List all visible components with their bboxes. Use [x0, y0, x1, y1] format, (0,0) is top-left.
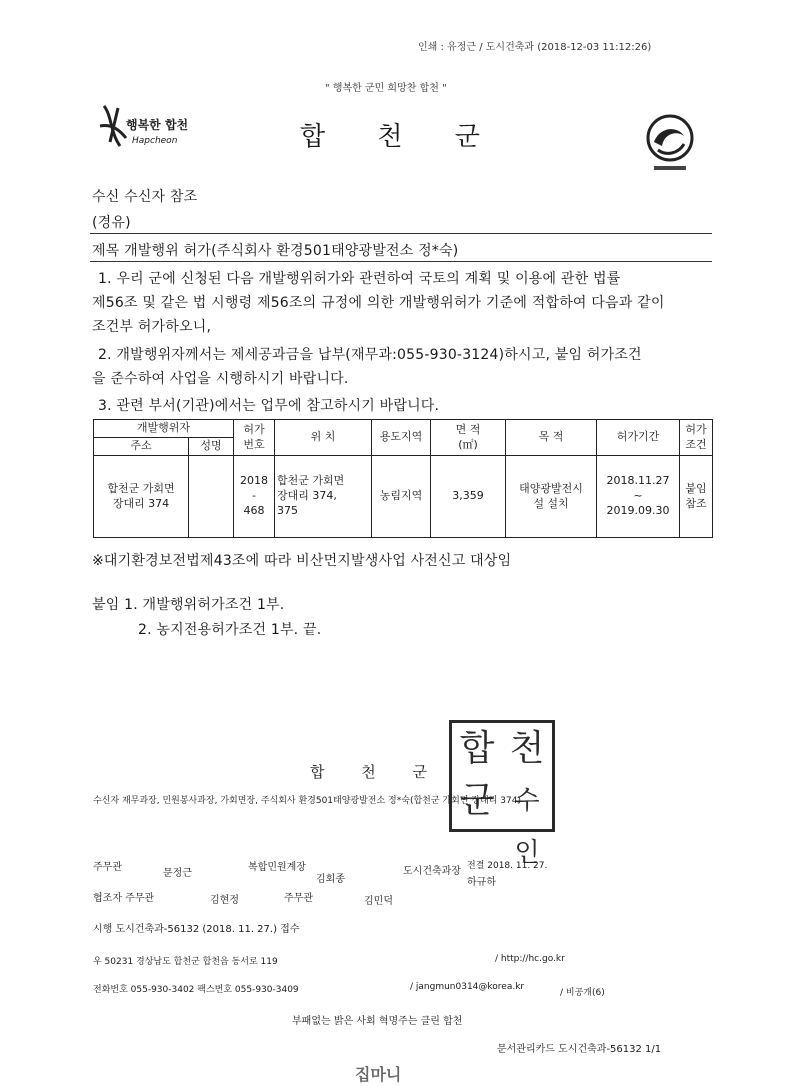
slogan: " 행복한 군민 희망찬 합천 " [325, 83, 447, 94]
print-header: 인쇄 : 유정근 / 도시건축과 (2018-12-03 11:12:26) [418, 42, 652, 53]
sign-person: 문정근 [163, 868, 192, 879]
seal-char: 군 [459, 780, 495, 821]
bottom-motto: 부패없는 밝은 사회 혁명주는 클린 합천 [292, 1016, 463, 1027]
cell-period: 2018.11.27 ~ 2019.09.30 [597, 456, 680, 538]
recipient-line: 수신 수신자 참조 [92, 189, 198, 205]
table-header-name: 성명 [189, 438, 234, 456]
cell-zone: 농림지역 [372, 456, 431, 538]
table-header-address: 주소 [94, 438, 189, 456]
cell-location: 합천군 가회면 장대리 374, 375 [275, 456, 372, 538]
enforcement-line: 시행 도시건축과-56132 (2018. 11. 27.) 접수 [93, 924, 300, 935]
cell-condition: 붙임 참조 [680, 456, 713, 538]
attachment-1: 붙임 1. 개발행위허가조건 1부. [92, 597, 285, 613]
sign-person: 하규하 [467, 877, 496, 888]
seal-char: 천 [509, 728, 545, 769]
sign-approval-date: 전결 2018. 11. 27. [467, 861, 548, 871]
sign-role: 주무관 [93, 862, 122, 873]
table-header-permit-no: 허가 번호 [234, 420, 275, 456]
sign-role: 협조자 주무관 [93, 893, 155, 904]
sign-person: 김민덕 [364, 896, 393, 907]
table-row [94, 456, 713, 538]
table-header-location: 위 치 [275, 420, 372, 456]
paragraph-1-line: 1. 우리 군에 신청된 다음 개발행위허가와 관련하여 국토의 계획 및 이용에 관한 법률 [98, 271, 621, 287]
table-header-area: 면 적 (㎡) [431, 420, 506, 456]
hapcheon-logo [98, 102, 190, 154]
postal-address: 우 50231 경상남도 합천군 합천읍 동서로 119 [93, 957, 278, 967]
paragraph-2-line: 을 준수하여 사업을 시행하시기 바랍니다. [92, 371, 349, 387]
phone-fax-line: 전화번호 055-930-3402 팩스번호 055-930-3409 [93, 985, 299, 995]
sign-role: 주무관 [284, 893, 313, 904]
sign-person: 김현정 [210, 895, 239, 906]
cell-name [189, 456, 234, 538]
cell-area: 3,359 [431, 456, 506, 538]
homepage-link: / http://hc.go.kr [495, 954, 565, 964]
disclosure-status: / 비공개(6) [560, 988, 605, 998]
sign-role: 복합민원계장 [248, 862, 306, 873]
table-header-period: 허가기간 [597, 420, 680, 456]
email-link: / jangmun0314@korea.kr [410, 982, 525, 992]
table-header-zone: 용도지역 [372, 420, 431, 456]
cell-purpose: 태양광발전시 설 설치 [506, 456, 597, 538]
paragraph-3: 3. 관련 부서(기관)에서는 업무에 참고하시기 바랍니다. [98, 398, 440, 414]
sign-role: 도시건축과장 [403, 866, 461, 877]
table-header-actor: 개발행위자 [94, 420, 234, 438]
subject-line: 제목 개발행위 허가(주식회사 환경501태양광발전소 정*숙) [92, 243, 459, 259]
attachment-2: 2. 농지전용허가조건 1부. 끝. [138, 622, 322, 638]
table-header-condition: 허가 조건 [680, 420, 713, 456]
divider [90, 233, 712, 234]
seal-char: 합 [459, 728, 495, 769]
permit-table [93, 419, 713, 538]
via-line: (경유) [92, 215, 131, 231]
paragraph-1-line: 제56조 및 같은 법 시행령 제56조의 규정에 의한 개발행위허가 기준에 적합하여 다음과 같이 [92, 295, 665, 311]
logo-text: 행복한 합천 [126, 118, 189, 132]
site-watermark: 집마니 [355, 1065, 402, 1084]
seal-char: 수인 [514, 786, 540, 868]
divider [90, 261, 712, 262]
table-header-purpose: 목 적 [506, 420, 597, 456]
logo-subtext: Hapcheon [132, 136, 178, 146]
sign-person: 김회종 [316, 874, 345, 885]
document-footer: 문서관리카드 도시건축과-56132 1/1 [497, 1044, 662, 1055]
note-line: ※대기환경보전법제43조에 따라 비산먼지발생사업 사전신고 대상임 [92, 553, 512, 569]
paragraph-1-line: 조건부 허가하오니, [92, 319, 212, 335]
cell-address: 합천군 가회면 장대리 374 [94, 456, 189, 538]
issuer-name: 합 천 군 [310, 763, 444, 781]
paragraph-2-line: 2. 개발행위자께서는 제세공과금을 납부(재무과:055-930-3124)하시고, 붙임 허가조건 [98, 347, 642, 363]
org-title: 합 천 군 [300, 122, 502, 152]
recipients-line: 수신자 재무과장, 민원봉사과장, 가회면장, 주식회사 환경501태양광발전소 정*숙(합천군 가회면 장대리 374) [93, 796, 521, 806]
cell-permit-no: 2018 - 468 [234, 456, 275, 538]
county-emblem-icon [644, 112, 696, 174]
